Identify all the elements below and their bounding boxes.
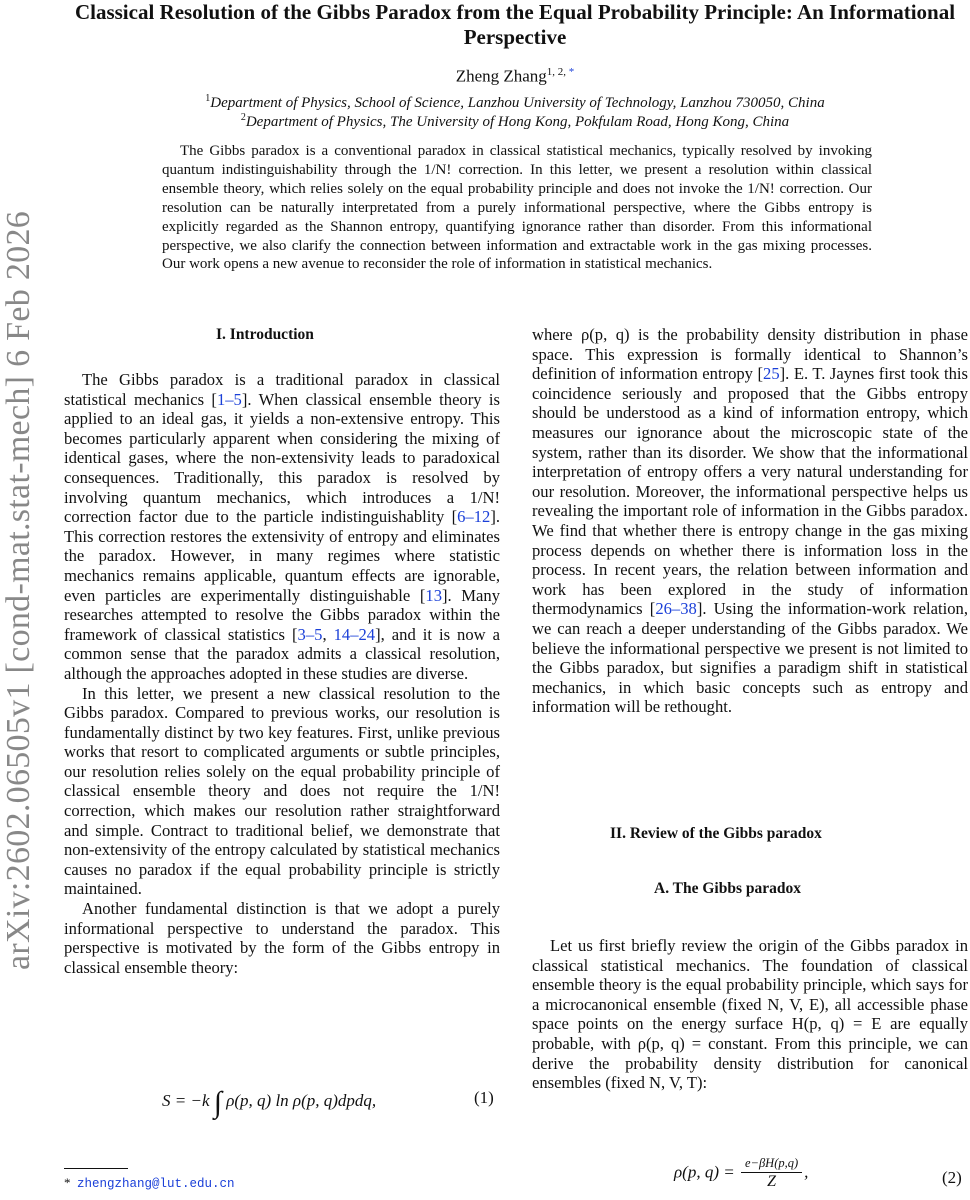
equation-2 <box>674 1156 808 1191</box>
citation-link[interactable]: 14–24 <box>333 624 376 644</box>
integral-sign: ∫ <box>213 1086 222 1119</box>
equation-2-denominator: Z <box>767 1173 777 1190</box>
author-affil-marks: 1, 2, <box>546 66 569 78</box>
citation-link[interactable]: 1–5 <box>216 389 242 409</box>
affiliation-mark: 1 <box>205 93 211 104</box>
equation-2-lhs: ρ(p, q) = <box>674 1162 735 1182</box>
text-run: ]. This correction restores the extensivity of entropy and eliminates the paradox. However, in many regimes where statistic mechanics remains applicable, quantum effects are ignorable, even particles are experimentally distinguishable [ <box>64 507 500 605</box>
arxiv-identifier: arXiv:2602.06505v1 [cond-mat.stat-mech] 6 Feb 2026 <box>0 210 37 970</box>
review-paragraph-1: Let us first briefly review the origin of the Gibbs paradox in classical statistical mechanics. The foundation of classical ensemble theory is the equal probability principle, which says for a microcanonical ensemble (fixed N, V, E), all accessible phase space points on the energy surface H(p, q) = E are equally probable, with ρ(p, q) = constant. From this principle, we can derive the probability density distribution for canonical ensembles (fixed N, V, T): <box>532 936 968 1093</box>
affiliation-text: Department of Physics, School of Science, Lanzhou University of Technology, Lanzhou 730050, China <box>210 95 825 111</box>
citation-link[interactable]: 3–5 <box>297 624 323 644</box>
right-column <box>532 325 968 717</box>
text-run: ]. When classical ensemble theory is applied to an ideal gas, it yields a non-extensive entropy. This becomes particularly apparent when considering the mixing of identical gases, where the non-extensivity leads to paradoxical consequences. Traditionally, this paradox is resolved by involving quantum mechanics, which introduces a 1/N! correction factor due to the particle indistinguishablity [ <box>64 389 500 527</box>
review-text <box>532 936 968 1093</box>
equation-2-tail: , <box>804 1162 809 1182</box>
citation-link[interactable]: 13 <box>425 585 442 605</box>
equation-2-numerator: e−βH(p,q) <box>741 1156 802 1173</box>
citation-link[interactable]: 25 <box>763 364 780 384</box>
equation-2-fraction <box>741 1156 802 1191</box>
author-line <box>60 66 970 87</box>
footnote <box>64 1175 235 1191</box>
author-name: Zheng Zhang <box>455 66 547 86</box>
intro-paragraph-continued <box>532 325 968 717</box>
text-run: ]. Many researches attempted to resolve the Gibbs paradox within the framework of classical statistics [ <box>64 585 500 644</box>
abstract: The Gibbs paradox is a conventional paradox in classical statistical mechanics, typically resolved by invoking quantum indistinguishability through the 1/N! correction. In this letter, we present a resolution within classical ensemble theory, which relies solely on the equal probability principle and does not invoke the 1/N! correction. Our resolution can be naturally interpretated from a purely informational perspective, where the Gibbs entropy is explicitly regarded as the Shannon entropy, quantifying ignorance rather than disorder. From this informational perspective, we also clarify the connection between information and extractable work in the gas mixing processes. Our work opens a new avenue to reconsider the role of information in statistical mechanics. <box>162 143 872 273</box>
equation-1 <box>162 1086 376 1120</box>
section-2-heading: II. Review of the Gibbs paradox <box>610 825 822 842</box>
left-column <box>64 370 500 977</box>
text-run: where ρ(p, q) is the probability density distribution in phase space. This expression is formally identical to Shannon’s definition of information entropy [ <box>532 325 968 384</box>
email-link[interactable]: zhengzhang@lut.edu.cn <box>77 1177 235 1191</box>
intro-paragraph-3: Another fundamental distinction is that we adopt a purely informational perspective to understand the paradox. This perspective is motivated by the form of the Gibbs entropy in classical ensemble theory: <box>64 899 500 977</box>
equation-1-lhs: S = −k <box>162 1091 210 1110</box>
citation-link[interactable]: 26–38 <box>655 599 697 619</box>
equation-1-body: ρ(p, q) ln ρ(p, q)dpdq, <box>226 1091 377 1110</box>
affiliation-text: Department of Physics, The University of Hong Kong, Pokfulam Road, Hong Kong, China <box>245 114 790 130</box>
paper-title: Classical Resolution of the Gibbs Paradox from the Equal Probability Principle: An Informational Perspective <box>74 0 956 49</box>
text-run: The Gibbs paradox is a traditional paradox in classical statistical mechanics [ <box>64 370 500 409</box>
text-run: ]. Using the information-work relation, we can reach a deeper understanding of the Gibbs paradox. We believe the informational perspective we present is not limited to the Gibbs paradox, but signifies a paradigm shift in statistical mechanics, in which basic concepts such as entropy and information will be rethought. <box>532 599 968 717</box>
text-run: ]. E. T. Jaynes first took this coincidence seriously and proposed that the Gibbs entropy should be understood as a kind of information entropy, which measures our ignorance about the microscopic state of the system, rather than its disorder. We show that the informational interpretation of entropy offers a very natural understanding for our resolution. Moreover, the informational perspective helps us revealing the important role of information in the Gibbs paradox. We find that whether there is entropy change in the gas mixing process depends on whether there is information loss in the process. In recent years, the relation between information and work has been explored in the study of information thermodynamics [ <box>532 364 968 619</box>
text-run: ], and it is now a common sense that the paradox admits a classical resolution, although the approaches adopted in these studies are diverse. <box>64 624 501 683</box>
citation-link[interactable]: 6–12 <box>457 507 491 527</box>
affiliation-2 <box>60 112 970 131</box>
affiliation-1 <box>60 93 970 112</box>
section-1-heading: I. Introduction <box>216 326 314 343</box>
author-email-link[interactable]: * <box>568 66 575 78</box>
text-run: , <box>322 624 334 644</box>
intro-paragraph-2: In this letter, we present a new classical resolution to the Gibbs paradox. Compared to previous works, our resolution is fundamentally distinct by two key features. First, unlike previous works that resort to complicated arguments or subtle principles, our resolution relies solely on the equal probability principle of classical ensemble theory and does not require the 1/N! correction, which makes our resolution rather straightforward and simple. Contract to traditional belief, we demonstrate that non-extensivity of the entropy calculated by statistical mechanics causes no paradox if the equal probability principle is strictly maintained. <box>64 683 500 899</box>
equation-2-number: (2) <box>942 1168 962 1187</box>
equation-1-number: (1) <box>474 1088 494 1107</box>
footnote-rule <box>64 1168 128 1169</box>
intro-paragraph-1 <box>64 370 500 684</box>
affiliation-mark: 2 <box>240 112 246 123</box>
footnote-mark: * <box>64 1175 71 1190</box>
subsection-a-heading: A. The Gibbs paradox <box>654 880 802 897</box>
